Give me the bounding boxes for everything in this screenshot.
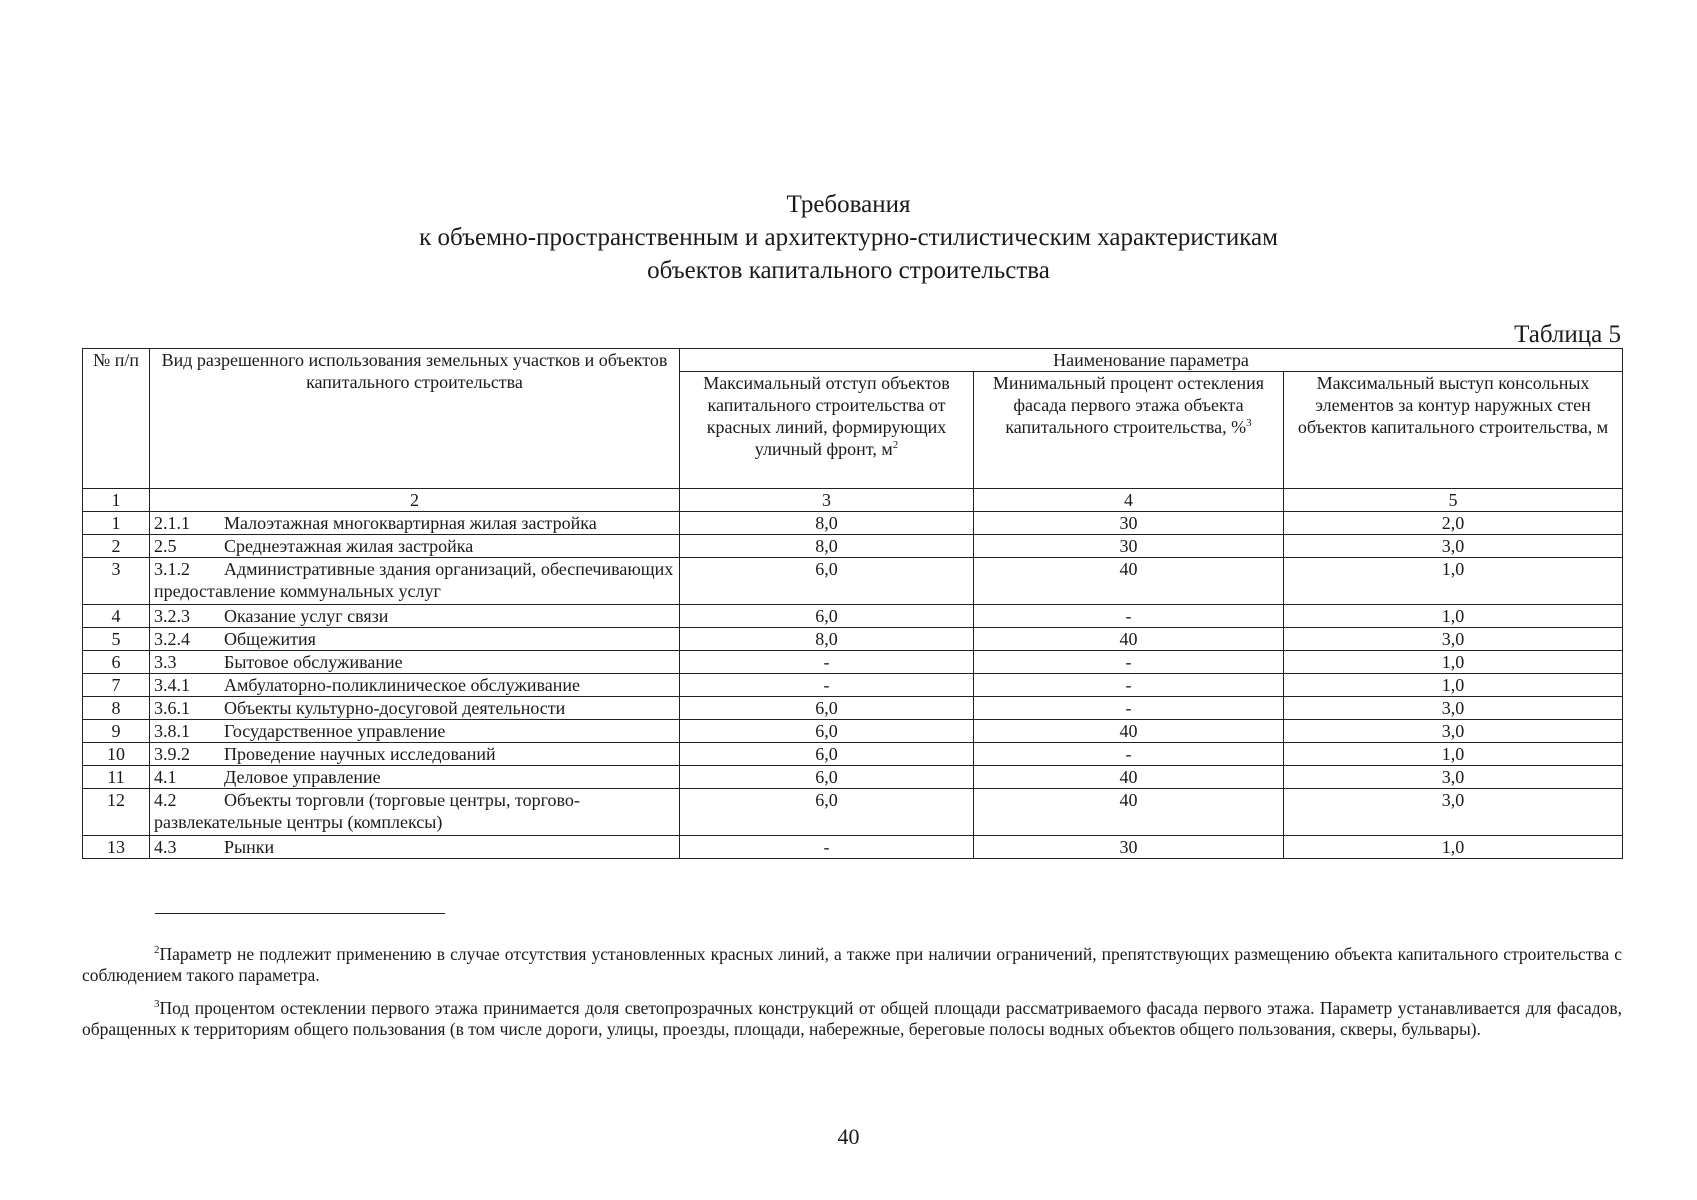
row-name: Проведение научных исследований	[224, 744, 496, 764]
row-name: Деловое управление	[224, 767, 381, 787]
row-number: 11	[83, 766, 150, 789]
table-row	[83, 720, 1623, 743]
index-cell: 1	[83, 489, 150, 512]
index-cell: 4	[974, 489, 1284, 512]
row-number: 7	[83, 674, 150, 697]
table-label: Таблица 5	[1514, 321, 1621, 348]
column-index-row	[83, 489, 1623, 512]
footnote-3-mark: 3	[154, 998, 160, 1011]
row-glazing: -	[974, 697, 1284, 720]
row-glazing: 40	[974, 789, 1284, 836]
row-setback: 6,0	[680, 720, 974, 743]
row-kind	[150, 789, 680, 836]
row-glazing: 30	[974, 512, 1284, 535]
row-setback: 6,0	[680, 789, 974, 836]
row-kind	[150, 836, 680, 859]
row-code: 4.2	[154, 790, 177, 810]
row-glazing: 30	[974, 836, 1284, 859]
table-row	[83, 558, 1623, 605]
table-row	[83, 766, 1623, 789]
row-console: 1,0	[1284, 836, 1623, 859]
row-name: Бытовое обслуживание	[224, 652, 403, 672]
row-glazing: -	[974, 651, 1284, 674]
row-name: Объекты культурно-досуговой деятельности	[224, 698, 566, 718]
title-line-3: объектов капитального строительства	[647, 257, 1050, 284]
footnotes	[82, 944, 1622, 1052]
row-name: Рынки	[224, 837, 275, 857]
row-console: 1,0	[1284, 605, 1623, 628]
row-number: 9	[83, 720, 150, 743]
title-line-1: Требования	[786, 191, 911, 218]
footnote-3-text: Под процентом остеклении первого этажа принимается доля светопрозрачных конструкций от общей площади рассматриваемого фасада первого этажа. Параметр устанавливается для фасадов, обращенных к территориям общего пользования (в том числе дороги, улицы, проезды, площади, набережные, береговые полосы водных объектов общего пользования, скверы, бульвары).	[82, 998, 1622, 1039]
row-setback: 8,0	[680, 628, 974, 651]
table-row	[83, 674, 1623, 697]
row-number: 1	[83, 512, 150, 535]
table-row	[83, 628, 1623, 651]
row-setback: 8,0	[680, 535, 974, 558]
row-code: 3.9.2	[154, 744, 190, 764]
row-number: 6	[83, 651, 150, 674]
row-kind	[150, 697, 680, 720]
footnote-2	[82, 944, 1622, 986]
row-setback: 6,0	[680, 558, 974, 605]
footnote-3	[82, 998, 1622, 1040]
row-code: 3.1.2	[154, 559, 190, 579]
row-number: 8	[83, 697, 150, 720]
row-name: Объекты торговли (торговые центры, торгово-развлекательные центры (комплексы)	[154, 790, 580, 832]
header-col4-text: Минимальный процент остекления фасада первого этажа объекта капитального строительства, %	[992, 373, 1265, 437]
row-name: Среднеэтажная жилая застройка	[224, 536, 474, 556]
row-setback: -	[680, 836, 974, 859]
row-code: 3.3	[154, 652, 177, 672]
row-console: 1,0	[1284, 743, 1623, 766]
table-row	[83, 651, 1623, 674]
index-cell: 2	[150, 489, 680, 512]
row-kind	[150, 743, 680, 766]
header-num: № п/п	[83, 349, 150, 489]
row-glazing: 40	[974, 558, 1284, 605]
row-console: 1,0	[1284, 674, 1623, 697]
table-row	[83, 605, 1623, 628]
row-console: 1,0	[1284, 558, 1623, 605]
row-kind	[150, 558, 680, 605]
page-number: 40	[837, 1124, 860, 1149]
row-setback: 8,0	[680, 512, 974, 535]
row-console: 3,0	[1284, 720, 1623, 743]
row-name: Оказание услуг связи	[224, 606, 389, 626]
row-code: 4.1	[154, 767, 177, 787]
row-glazing: 30	[974, 535, 1284, 558]
table-row	[83, 789, 1623, 836]
row-code: 2.5	[154, 536, 177, 556]
row-glazing: 40	[974, 720, 1284, 743]
row-setback: -	[680, 651, 974, 674]
row-console: 1,0	[1284, 651, 1623, 674]
document-title	[0, 188, 1697, 287]
row-kind	[150, 674, 680, 697]
row-setback: 6,0	[680, 766, 974, 789]
row-kind	[150, 512, 680, 535]
row-name: Государственное управление	[224, 721, 446, 741]
row-number: 10	[83, 743, 150, 766]
row-glazing: -	[974, 743, 1284, 766]
row-number: 2	[83, 535, 150, 558]
row-code: 4.3	[154, 837, 177, 857]
row-setback: 6,0	[680, 605, 974, 628]
footnote-ref-2: 2	[892, 439, 899, 451]
row-code: 3.6.1	[154, 698, 190, 718]
row-console: 3,0	[1284, 789, 1623, 836]
table-row	[83, 697, 1623, 720]
table-row	[83, 535, 1623, 558]
row-name: Общежития	[224, 629, 316, 649]
row-number: 12	[83, 789, 150, 836]
row-console: 2,0	[1284, 512, 1623, 535]
title-line-2: к объемно-пространственным и архитектурно-стилистическим характеристикам	[419, 224, 1278, 251]
row-setback: -	[680, 674, 974, 697]
row-number: 4	[83, 605, 150, 628]
row-number: 5	[83, 628, 150, 651]
table-row	[83, 836, 1623, 859]
index-cell: 3	[680, 489, 974, 512]
row-setback: 6,0	[680, 743, 974, 766]
row-kind	[150, 766, 680, 789]
row-name: Амбулаторно-поликлиническое обслуживание	[224, 675, 580, 695]
row-kind	[150, 628, 680, 651]
row-glazing: -	[974, 674, 1284, 697]
row-code: 3.4.1	[154, 675, 190, 695]
row-glazing: 40	[974, 766, 1284, 789]
row-kind	[150, 651, 680, 674]
header-col5: Максимальный выступ консольных элементов за контур наружных стен объектов капитального строительства, м	[1284, 372, 1623, 489]
row-console: 3,0	[1284, 535, 1623, 558]
row-name: Малоэтажная многоквартирная жилая застройка	[224, 513, 597, 533]
row-console: 3,0	[1284, 697, 1623, 720]
footnote-2-text: Параметр не подлежит применению в случае отсутствия установленных красных линий, а также при наличии ограничений, препятствующих размещению объекта капитального строительства с соблюдением такого параметра.	[82, 944, 1622, 985]
row-code: 3.2.4	[154, 629, 190, 649]
row-console: 3,0	[1284, 766, 1623, 789]
index-cell: 5	[1284, 489, 1623, 512]
row-number: 13	[83, 836, 150, 859]
row-code: 3.2.3	[154, 606, 190, 626]
footnote-separator	[155, 913, 445, 914]
row-console: 3,0	[1284, 628, 1623, 651]
row-name: Административные здания организаций, обеспечивающих предоставление коммунальных услуг	[154, 559, 674, 601]
row-kind	[150, 535, 680, 558]
footnote-ref-3: 3	[1246, 417, 1252, 429]
parameters-table	[82, 348, 1623, 859]
header-param-group: Наименование параметра	[680, 349, 1623, 372]
row-code: 3.8.1	[154, 721, 190, 741]
header-col3	[680, 372, 974, 489]
header-col3-text: Максимальный отступ объектов капитального строительства от красных линий, формирующих уличный фронт, м	[703, 373, 950, 459]
row-glazing: -	[974, 605, 1284, 628]
row-code: 2.1.1	[154, 513, 190, 533]
row-glazing: 40	[974, 628, 1284, 651]
row-setback: 6,0	[680, 697, 974, 720]
table-row	[83, 743, 1623, 766]
header-kind: Вид разрешенного использования земельных участков и объектов капитального строительства	[150, 349, 680, 489]
footnote-2-mark: 2	[154, 944, 160, 957]
header-col4	[974, 372, 1284, 489]
row-number: 3	[83, 558, 150, 605]
row-kind	[150, 720, 680, 743]
table-row	[83, 512, 1623, 535]
row-kind	[150, 605, 680, 628]
